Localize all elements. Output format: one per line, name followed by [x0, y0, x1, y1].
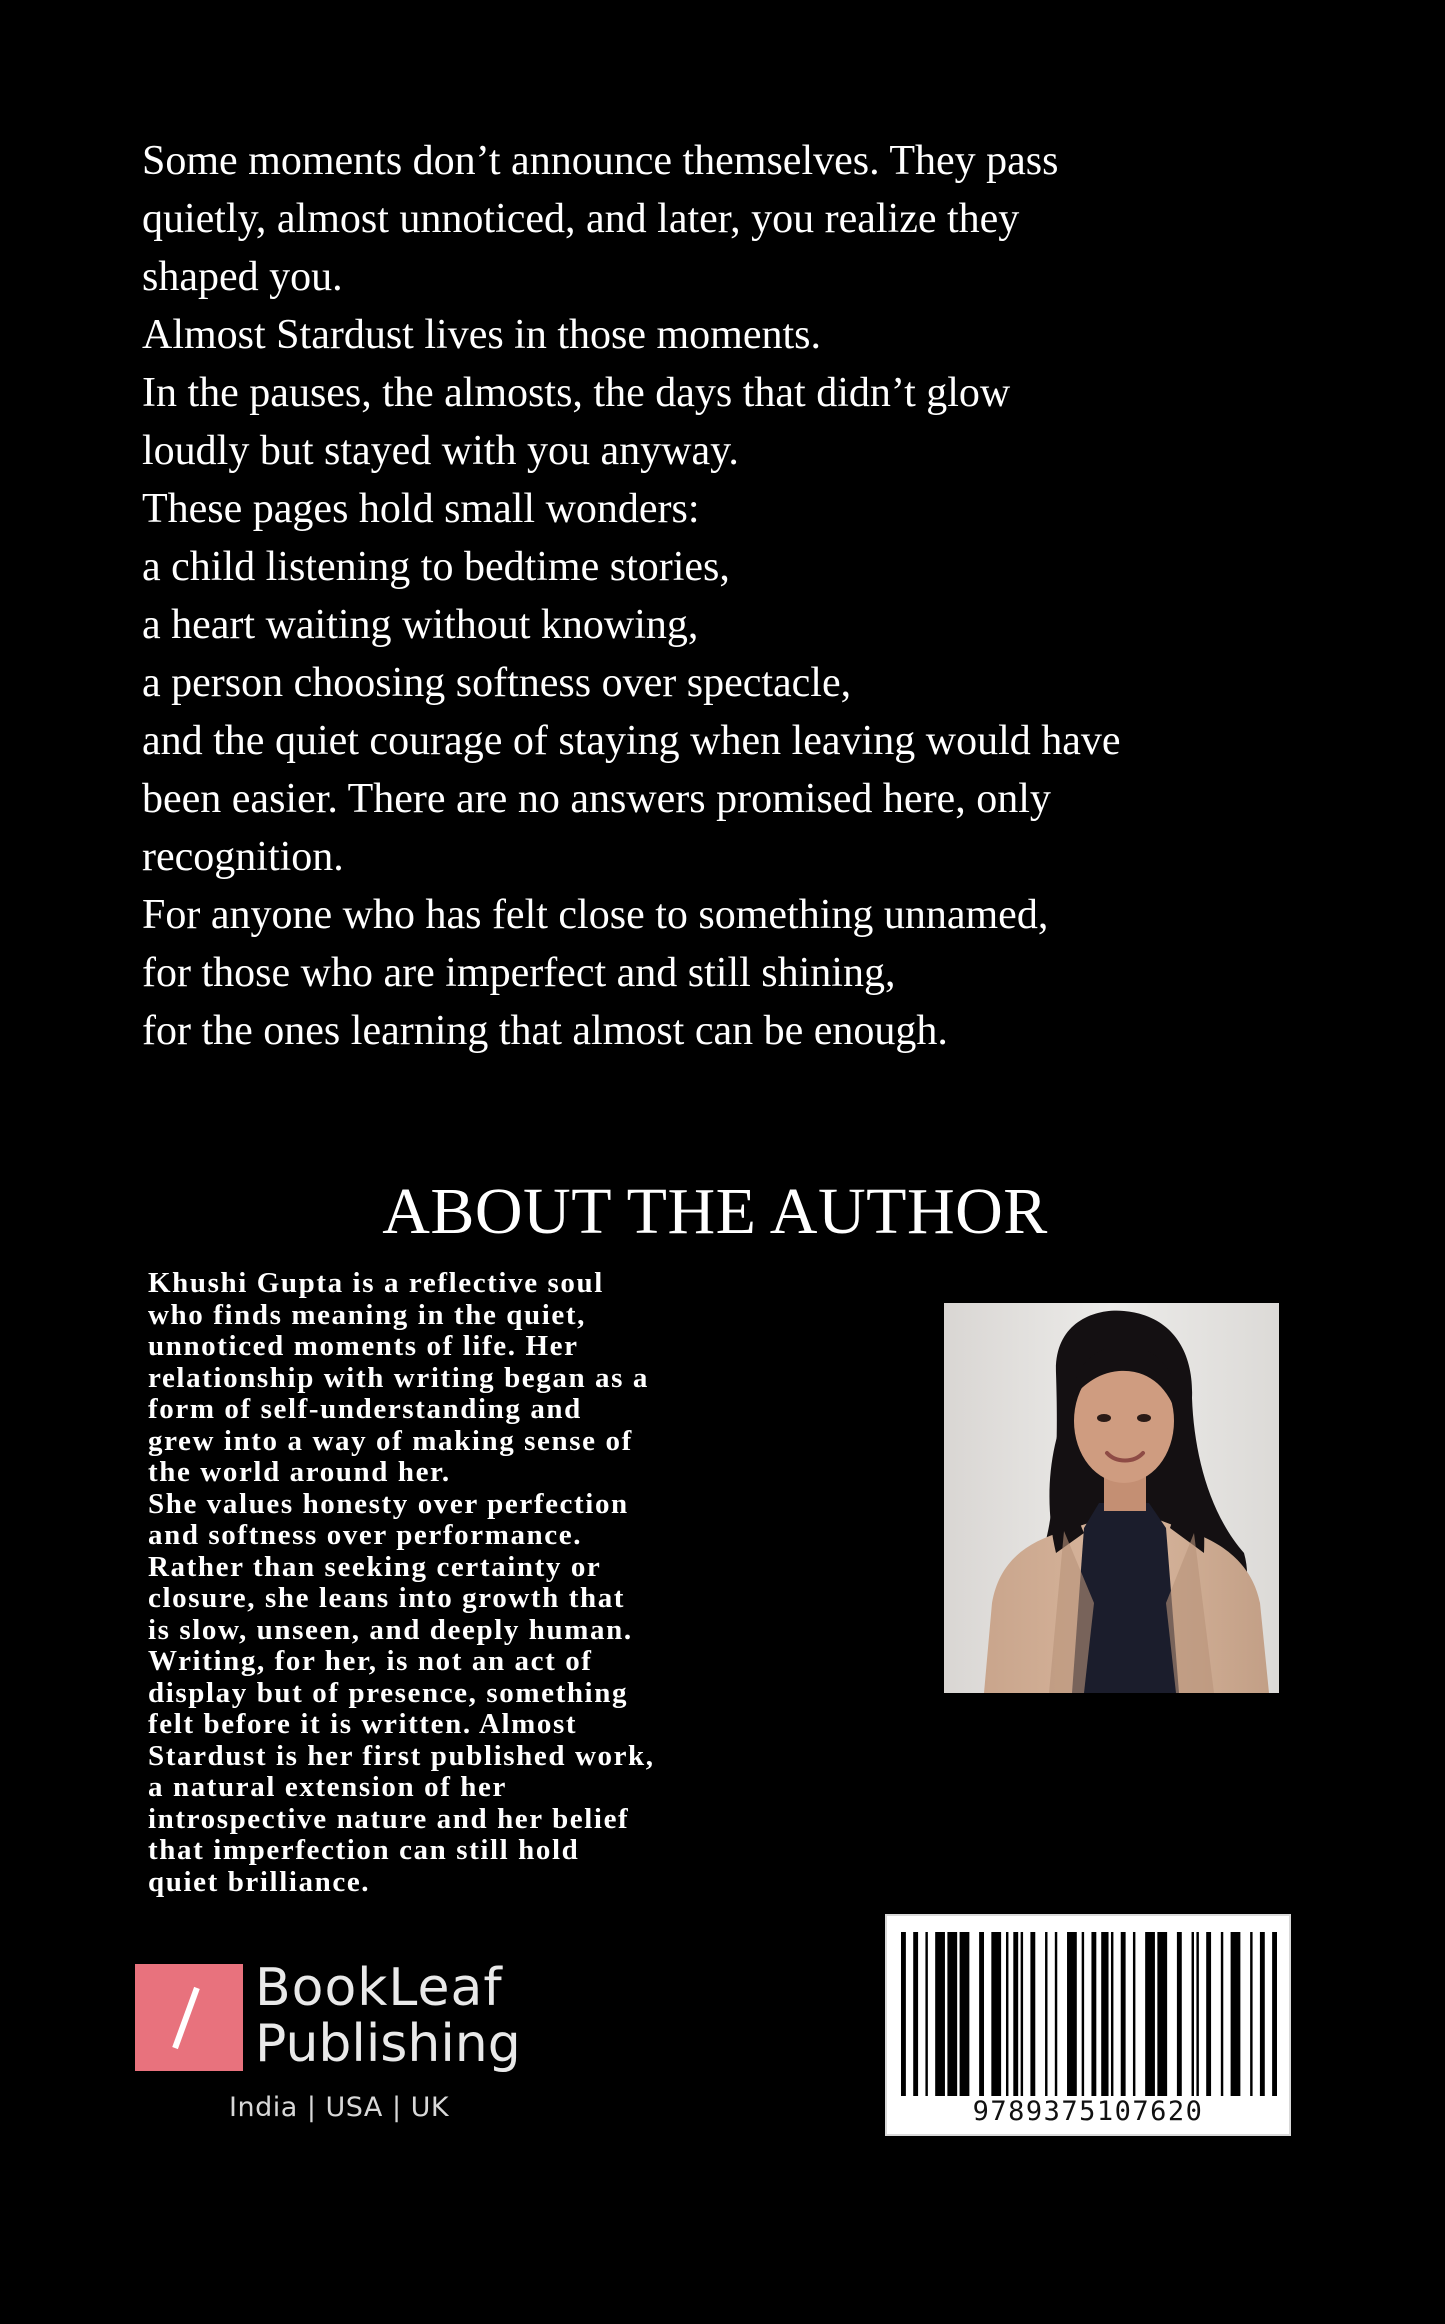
slash-icon: [172, 1987, 200, 2049]
author-photo: [944, 1303, 1279, 1693]
barcode-bar: [1196, 1932, 1198, 2096]
bio-line: Stardust is her first published work,: [148, 1739, 655, 1772]
blurb-line: For anyone who has felt close to something unnamed,: [142, 892, 1049, 938]
bio-line: grew into a way of making sense of: [148, 1424, 633, 1457]
barcode-bar: [991, 1932, 1001, 2096]
barcode-bar: [1067, 1932, 1077, 2096]
bio-line: relationship with writing began as a: [148, 1361, 649, 1394]
bio-line: Writing, for her, is not an act of: [148, 1645, 593, 1677]
bio-line: a natural extension of her: [148, 1771, 507, 1803]
barcode-bar: [1133, 1932, 1135, 2096]
bio-line: Rather than seeking certainty or: [148, 1550, 602, 1583]
bio-line: quiet brilliance.: [148, 1865, 371, 1898]
author-portrait-image: [944, 1303, 1279, 1693]
barcode-bar: [1055, 1932, 1057, 2096]
barcode-bar: [1221, 1932, 1223, 2096]
barcode-bar: [1192, 1932, 1194, 2096]
blurb-line: recognition.: [142, 834, 344, 880]
blurb-line: loudly but stayed with you anyway.: [142, 428, 739, 474]
blurb-line: In the pauses, the almosts, the days that didn’t glow: [142, 370, 1011, 416]
barcode-bar: [1021, 1932, 1023, 2096]
barcode-bar: [913, 1932, 918, 2096]
bio-line: is slow, unseen, and deeply human.: [148, 1613, 633, 1646]
barcode-bar: [1101, 1932, 1108, 2096]
bio-line: form of self-understanding and: [148, 1393, 582, 1425]
bio-line: felt before it is written. Almost: [148, 1708, 578, 1740]
bio-line: and softness over performance.: [148, 1519, 583, 1551]
barcode-bar: [1231, 1932, 1241, 2096]
barcode-bar: [1177, 1932, 1182, 2096]
bio-line: display but of presence, something: [148, 1676, 629, 1709]
barcode-bar: [947, 1932, 957, 2096]
barcode-bar: [1260, 1932, 1265, 2096]
publisher-regions: India | USA | UK: [229, 2092, 450, 2123]
blurb-line: a person choosing softness over spectacle,: [142, 660, 852, 706]
book-blurb: [142, 132, 1332, 1060]
blurb-line: and the quiet courage of staying when leaving would have: [142, 718, 1121, 764]
barcode-bar: [1006, 1932, 1008, 2096]
bio-line: the world around her.: [148, 1456, 451, 1488]
barcode-icon: [901, 1932, 1277, 2096]
blurb-line: Some moments don’t announce themselves. They pass: [142, 138, 1059, 184]
barcode-bar: [1045, 1932, 1047, 2096]
blurb-line: quietly, almost unnoticed, and later, you realize they: [142, 196, 1020, 242]
barcode-bar: [1082, 1932, 1084, 2096]
barcode-bar: [1206, 1932, 1211, 2096]
blurb-line: Almost Stardust lives in those moments.: [142, 312, 821, 358]
barcode-bar: [1157, 1932, 1167, 2096]
barcode-bar: [1250, 1932, 1252, 2096]
barcode-bar: [1091, 1932, 1096, 2096]
blurb-line: for those who are imperfect and still shining,: [142, 950, 896, 996]
publisher-logo: [135, 1960, 555, 2140]
barcode-bar: [901, 1932, 906, 2096]
bio-line: that imperfection can still hold: [148, 1834, 580, 1866]
blurb-line: for the ones learning that almost can be enough.: [142, 1008, 948, 1054]
isbn-barcode: [885, 1914, 1291, 2136]
barcode-bar: [979, 1932, 984, 2096]
bio-line: unnoticed moments of life. Her: [148, 1330, 579, 1362]
bio-line: who finds meaning in the quiet,: [148, 1298, 586, 1331]
bio-line: Khushi Gupta is a reflective soul: [148, 1267, 604, 1299]
bio-line: She values honesty over perfection: [148, 1487, 629, 1520]
publisher-name-line2: Publishing: [255, 2014, 521, 2074]
isbn-number: 9789375107620: [972, 2096, 1204, 2127]
blurb-line: a heart waiting without knowing,: [142, 602, 699, 648]
blurb-line: been easier. There are no answers promised here, only: [142, 776, 1051, 822]
barcode-bar: [1111, 1932, 1113, 2096]
author-bio: [148, 1268, 948, 1898]
publisher-mark-icon: [135, 1964, 243, 2071]
barcode-bar: [925, 1932, 927, 2096]
blurb-line: a child listening to bedtime stories,: [142, 544, 730, 590]
publisher-name-line1: BookLeaf: [255, 1958, 503, 2018]
bio-line: introspective nature and her belief: [148, 1802, 630, 1835]
barcode-bar: [1145, 1932, 1155, 2096]
about-author-heading: ABOUT THE AUTHOR: [382, 1175, 1048, 1248]
barcode-bar: [1013, 1932, 1018, 2096]
blurb-line: shaped you.: [142, 254, 343, 300]
barcode-bar: [1121, 1932, 1126, 2096]
blurb-line: These pages hold small wonders:: [142, 486, 700, 532]
bio-line: closure, she leans into growth that: [148, 1582, 626, 1614]
barcode-bar: [1030, 1932, 1035, 2096]
barcode-bar: [960, 1932, 970, 2096]
barcode-bar: [1272, 1932, 1277, 2096]
barcode-bar: [935, 1932, 945, 2096]
